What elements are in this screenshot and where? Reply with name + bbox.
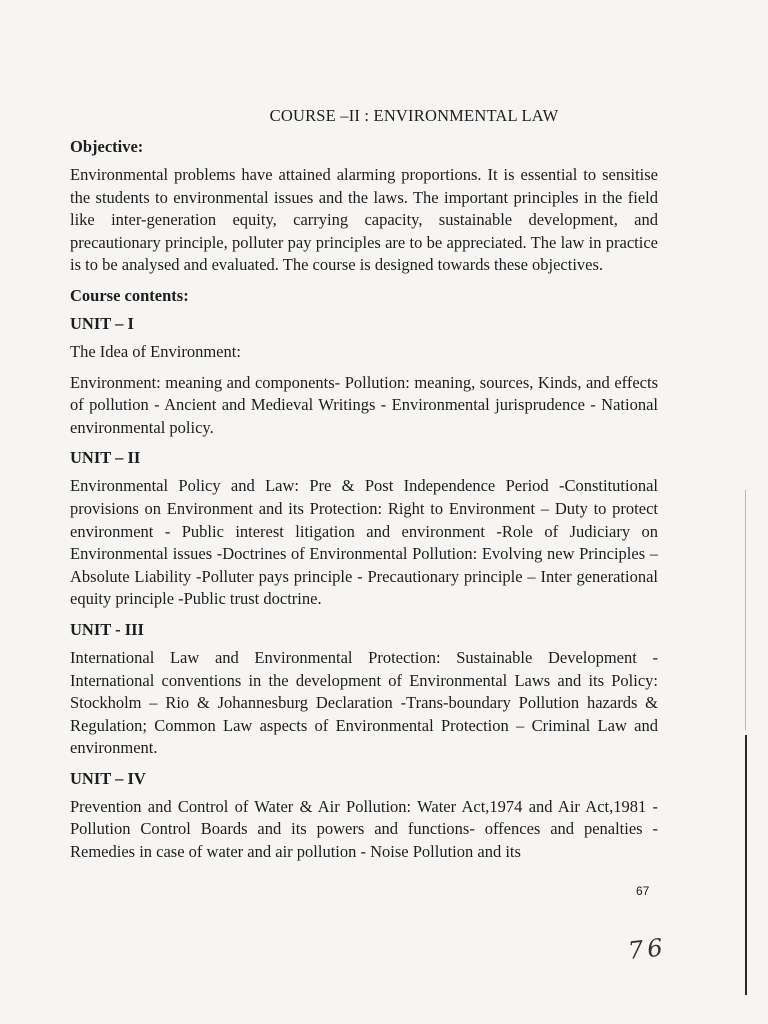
document-body (70, 136, 658, 872)
objective-heading: Objective: (70, 137, 144, 156)
course-contents-heading: Course contents: (70, 285, 189, 305)
unit-1-text: Environment: meaning and components- Pollution: meaning, sources, Kinds, and effects of pollution - Ancient and Medieval Writings - Environmental jurisprudence - National environmental policy. (70, 372, 658, 437)
unit-2-text: Environmental Policy and Law: Pre & Post Independence Period -Constitutional provisions on Environment and its Protection: Right to Environment – Duty to protect environment - Public interest litigation and environment -Role of Judiciary on Environmental issues -Doctrines of Environmental Pollution: Evolving new Principles – Absolute Liability -Polluter pays principle - Precautionary principle – Inter generational equity principle -Public trust doctrine. (70, 476, 658, 609)
unit-2-heading: UNIT – II (70, 448, 141, 468)
handwritten-page-number: 76 (626, 933, 668, 965)
scan-edge-line-faint (745, 490, 746, 730)
objective-text: Environmental problems have attained alarming proportions. It is essential to sensitise the students to environmental issues and the laws. The important principles in the field like inter-generation equity, carrying capacity, sustainable development, and precautionary principle, polluter pay principles are to be appreciated. The law in practice is to be analysed and evaluated. The course is designed towards these objectives. (70, 165, 658, 275)
unit-3-heading: UNIT - III (70, 619, 144, 639)
unit-1-subtitle: The Idea of Environment: (70, 341, 241, 361)
page-number: 67 (636, 884, 650, 898)
unit-3-text: International Law and Environmental Protection: Sustainable Development - International conventions in the development of Environmental Laws and its Policy: Stockholm – Rio & Johannesburg Declaration -Trans-boundary Pollution hazards & Regulation; Common Law aspects of Environmental Protection – Criminal Law and environment. (70, 647, 658, 758)
unit-1-heading: UNIT – I (70, 313, 134, 333)
unit-4-text: Prevention and Control of Water & Air Pollution: Water Act,1974 and Air Act,1981 -Pollution Control Boards and its powers and functions- offences and penalties -Remedies in case of water and air pollution - Noise Pollution and its (70, 796, 658, 862)
unit-4-heading: UNIT – IV (70, 768, 146, 788)
course-title: COURSE –II : ENVIRONMENTAL LAW (269, 106, 559, 125)
scan-edge-line (745, 735, 747, 995)
